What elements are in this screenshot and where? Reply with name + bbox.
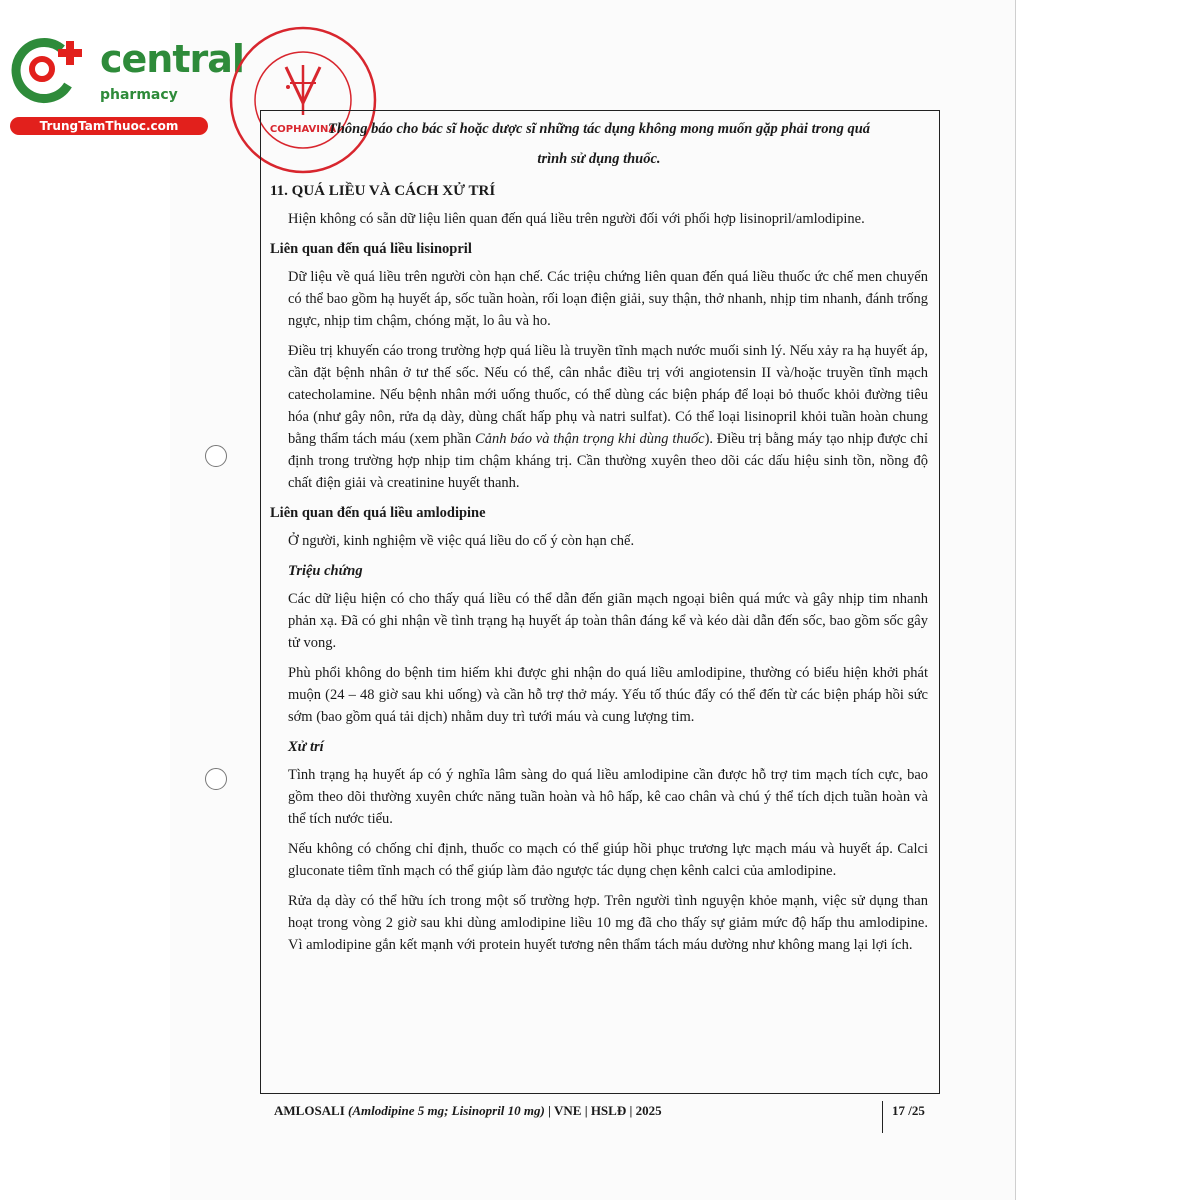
footer-composition: (Amlodipine 5 mg; Lisinopril 10 mg) xyxy=(348,1103,545,1118)
symptoms-p2: Phù phổi không do bệnh tim hiếm khi được ghi nhận do quá liều amlodipine, thường có biểu hiện khởi phát muộn (24 – 48 giờ sau khi uống) và cần hỗ trợ thở máy. Yếu tố thúc đẩy có thể đến từ các biện pháp hồi sức sớm (bao gồm quá tải dịch) nhằm duy trì tưới máu và cung lượng tim. xyxy=(288,665,928,725)
treatment-p2: Nếu không có chống chỉ định, thuốc co mạch có thể giúp hồi phục trương lực mạch máu và huyết áp. Calci gluconate tiêm tĩnh mạch có thể giúp làm đảo ngược tác dụng chẹn kênh calci của amlodipine. xyxy=(288,841,928,879)
logo-mark-icon xyxy=(10,35,90,107)
notice xyxy=(270,114,928,174)
page-number: 17 /25 xyxy=(892,1103,925,1118)
logo-brand: central xyxy=(100,37,244,81)
punch-hole xyxy=(205,768,227,790)
treatment-p1: Tình trạng hạ huyết áp có ý nghĩa lâm sàng do quá liều amlodipine cần được hỗ trợ tim mạch tích cực, bao gồm theo dõi thường xuyên chức năng tuần hoàn và hô hấp, kê cao chân và chú ý thể tích dịch tuần hoàn và thể tích nước tiểu. xyxy=(288,767,928,827)
stamp-name: COPHAVINA xyxy=(269,124,337,135)
lisinopril-p1: Dữ liệu về quá liều trên người còn hạn chế. Các triệu chứng liên quan đến quá liều thuốc ức chế men chuyển có thể bao gồm hạ huyết áp, sốc tuần hoàn, rối loạn điện giải, suy thận, thở nhanh, nhịp tim nhanh, đánh trống ngực, nhịp tim chậm, chóng mặt, lo âu và ho. xyxy=(288,269,928,329)
lisinopril-p2-a: Điều trị khuyến cáo trong trường hợp quá liều là truyền tĩnh mạch nước muối sinh lý. Nếu xảy ra hạ huyết áp, cần đặt bệnh nhân ở tư thế sốc. Nếu có thể, cân nhắc điều trị với angiotensin II và/hoặc truyền tĩnh mạch catecholamine. Nếu bệnh nhân mới uống thuốc, có thể dùng các biện pháp để loại bỏ thuốc khỏi đường tiêu hóa (như gây nôn, rửa dạ dày, dùng chất hấp phụ và natri sulfat). Có thể loại lisinopril khỏi tuần hoàn chung bằng thẩm tách máu (xem phần xyxy=(288,343,928,447)
footer-divider xyxy=(882,1101,883,1133)
logo-sub: pharmacy xyxy=(100,87,178,103)
logo-site-link[interactable]: TrungTamThuoc.com xyxy=(10,117,208,135)
footer-product: AMLOSALI xyxy=(274,1103,345,1118)
central-pharmacy-logo xyxy=(10,35,244,135)
page-footer xyxy=(260,1101,938,1133)
amlodipine-heading: Liên quan đến quá liều amlodipine xyxy=(270,505,486,521)
treatment-p3: Rửa dạ dày có thể hữu ích trong một số trường hợp. Trên người tình nguyện khỏe mạnh, việc sử dụng than hoạt trong vòng 2 giờ sau khi dùng amlodipine liều 10 mg đã cho thấy sự giảm mức độ hấp thu amlodipine. Vì amlodipine gắn kết mạnh với protein huyết tương nên thẩm tách máu dường như không mang lại lợi ích. xyxy=(288,893,928,953)
section-intro: Hiện không có sẵn dữ liệu liên quan đến quá liều trên người đối với phối hợp lisinopril/amlodipine. xyxy=(288,211,865,227)
punch-hole xyxy=(205,445,227,467)
footer-label xyxy=(274,1103,662,1119)
amlodipine-p1: Ở người, kinh nghiệm về việc quá liều do cố ý còn hạn chế. xyxy=(288,533,635,549)
lisinopril-p2 xyxy=(288,340,928,494)
symptoms-heading: Triệu chứng xyxy=(288,563,363,579)
section-reference: Cảnh báo và thận trọng khi dùng thuốc xyxy=(475,431,705,447)
footer-rest: | VNE | HSLĐ | 2025 xyxy=(548,1103,662,1118)
lisinopril-heading: Liên quan đến quá liều lisinopril xyxy=(270,241,472,257)
section-title: 11. QUÁ LIỀU VÀ CÁCH XỬ TRÍ xyxy=(270,183,496,199)
symptoms-p1: Các dữ liệu hiện có cho thấy quá liều có thể dẫn đến giãn mạch ngoại biên quá mức và gây nhịp tim nhanh phản xạ. Đã có ghi nhận về tình trạng hạ huyết áp toàn thân đáng kể và kéo dài dẫn đến sốc, bao gồm sốc gây tử vong. xyxy=(288,591,928,651)
document-content xyxy=(270,110,928,964)
notice-line-1: Thông báo cho bác sĩ hoặc dược sĩ những tác dụng không mong muốn gặp phải trong quá xyxy=(327,121,871,137)
lisinopril-p2-b: ). Điều trị bằng máy tạo nhịp được chỉ định trong trường hợp nhịp tim chậm kháng trị. Cần thường xuyên theo dõi các dấu hiệu sinh tồn, nồng độ chất điện giải và creatinine huyết thanh. xyxy=(288,431,928,491)
treatment-heading: Xử trí xyxy=(288,739,324,755)
notice-line-2: trình sử dụng thuốc. xyxy=(537,151,661,167)
